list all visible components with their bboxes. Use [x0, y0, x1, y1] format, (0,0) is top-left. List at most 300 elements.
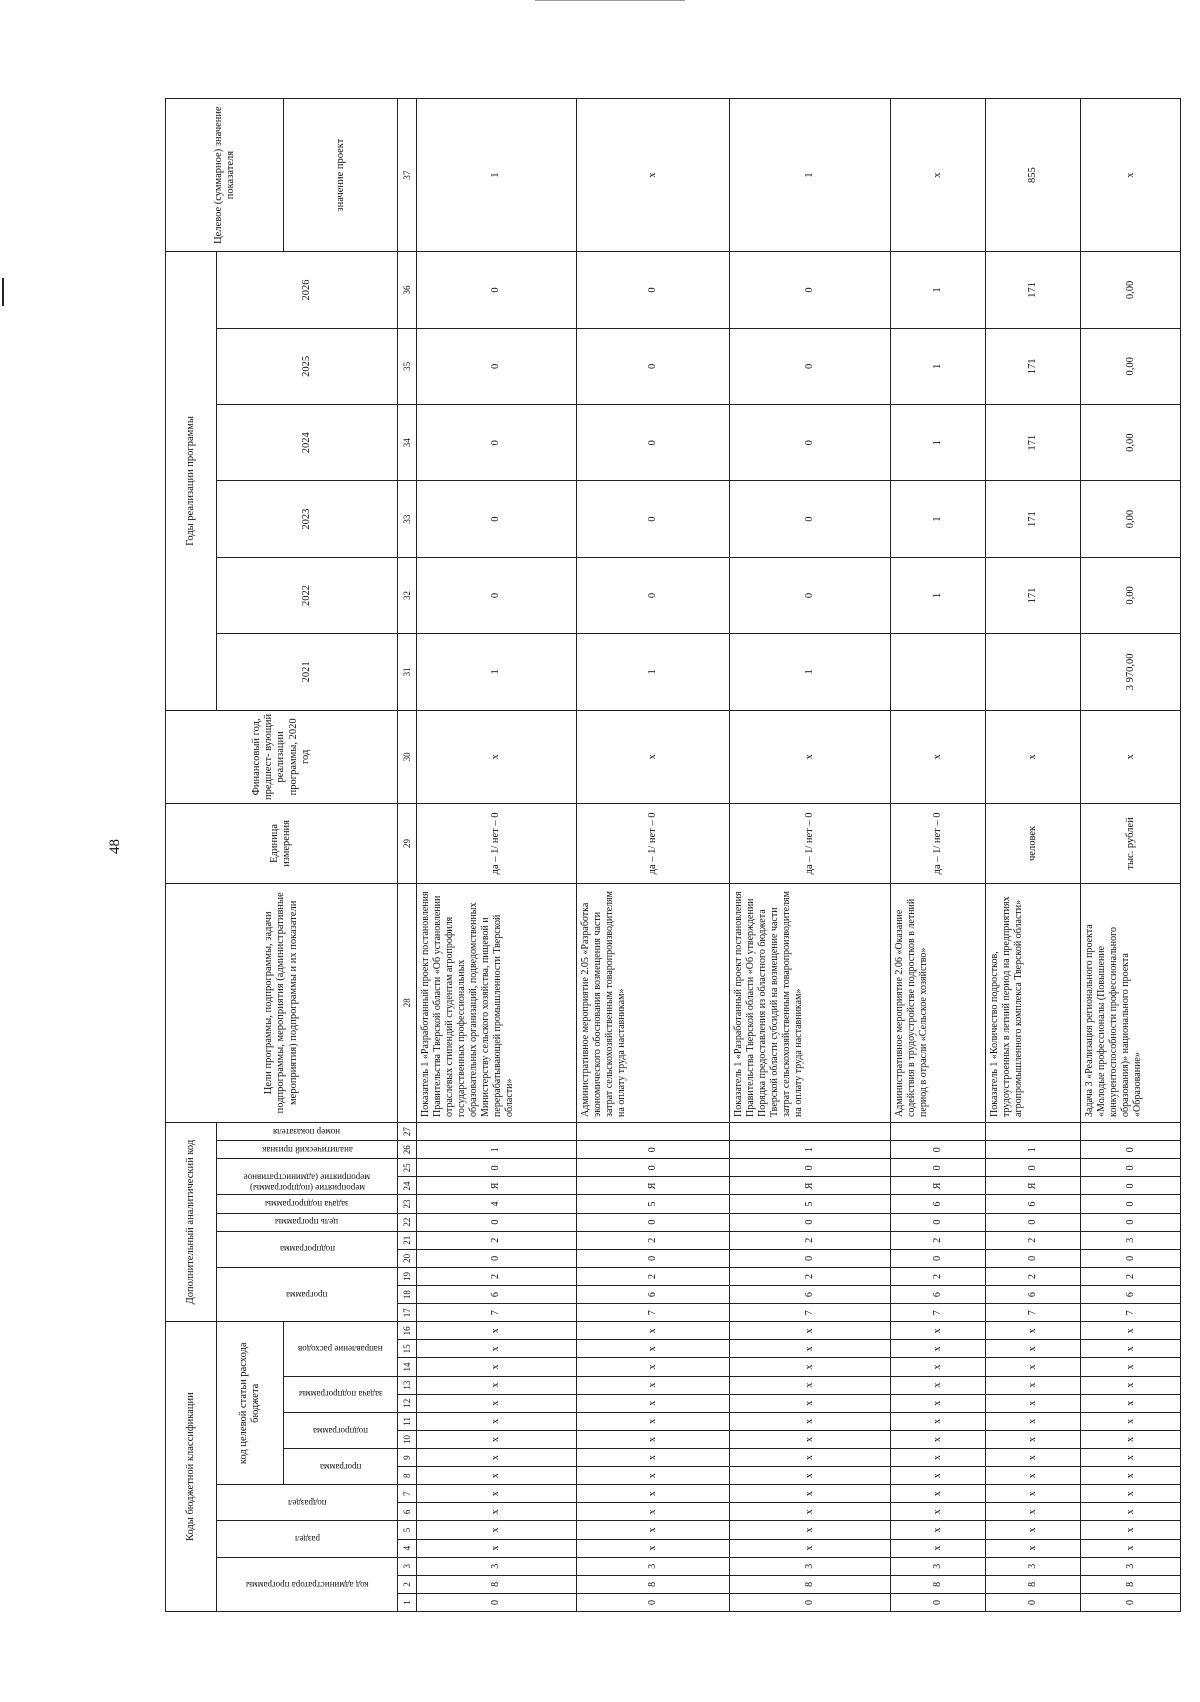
code-cell [890, 1122, 985, 1140]
event-header: мероприятие (подпрограммы) мероприятие (административное [217, 1159, 398, 1195]
code-cell: 2 [576, 1267, 729, 1285]
year-value-cell: 171 [986, 481, 1081, 557]
code-cell: x [1081, 1340, 1181, 1358]
scan-edge-mark [2, 278, 4, 306]
year-value-cell: 0 [576, 557, 729, 633]
code-cell: 0 [1081, 1195, 1181, 1213]
subprogram-task2-header: задача подпрограммы [217, 1195, 398, 1213]
column-number-cell: 9 [397, 1449, 416, 1467]
code-cell: 6 [890, 1286, 985, 1304]
code-cell: 2 [576, 1231, 729, 1249]
indicator-description: Показатель 1 «Разработанный проект постановления Правительства Тверской области «Об утверждении Порядка предоставления из областного бюджета Тверской области субсидий на возмещение части затрат сельскохозяйственным товаропроизводителям на оплату труда наставникам» [729, 883, 890, 1122]
target-article-header: код целевой статьи расхода бюджета [217, 1322, 284, 1485]
code-cell: 2 [729, 1231, 890, 1249]
code-cell: x [1081, 1376, 1181, 1394]
column-number-cell: 35 [397, 328, 416, 404]
unit-cell: человек [986, 804, 1081, 883]
code-cell: 7 [1081, 1304, 1181, 1322]
subsection-header: подраздел [217, 1485, 398, 1521]
code-cell: x [576, 1521, 729, 1539]
year-value-cell: 0 [416, 481, 576, 557]
code-cell: 0 [729, 1159, 890, 1177]
code-cell: 5 [729, 1195, 890, 1213]
year-value-cell: 0,00 [1081, 252, 1181, 328]
code-cell: 0 [576, 1593, 729, 1611]
code-cell: 0 [890, 1141, 985, 1159]
code-cell: x [890, 1503, 985, 1521]
code-cell: 0 [576, 1249, 729, 1267]
code-cell: x [890, 1521, 985, 1539]
code-cell: 0 [416, 1213, 576, 1231]
base-year-cell: x [1081, 710, 1181, 804]
code-cell: x [729, 1485, 890, 1503]
target-value-cell: 1 [729, 99, 890, 252]
code-cell: 0 [416, 1249, 576, 1267]
code-cell [416, 1122, 576, 1140]
code-cell: x [890, 1430, 985, 1448]
code-cell: x [729, 1430, 890, 1448]
indicator-description: Задача 3 «Реализация регионального проекта «Молодые профессионалы (Повышение конкурентоспособности профессионального образования)» национального проекта «Образование» [1081, 883, 1181, 1122]
code-cell: 8 [576, 1575, 729, 1593]
code-cell: 3 [1081, 1231, 1181, 1249]
code-cell: x [1081, 1358, 1181, 1376]
column-number-cell: 17 [397, 1304, 416, 1322]
code-cell: x [416, 1449, 576, 1467]
year-value-cell: 3 970,00 [1081, 634, 1181, 710]
code-cell: x [986, 1430, 1081, 1448]
target-sub-header: значение проект [284, 99, 398, 252]
base-year-cell: x [576, 710, 729, 804]
year-value-cell: 1 [890, 481, 985, 557]
indicator-description: Показатель 1 «Количество подростков, трудоустроенных в летний период на предприятиях агропромышленного комплекса Тверской области» [986, 883, 1081, 1122]
subprogram-code-header: подпрограмма [284, 1412, 398, 1448]
year-2024-header: 2024 [217, 405, 398, 481]
code-cell: 1 [986, 1141, 1081, 1159]
rotated-table-container [165, 98, 1181, 1612]
budget-codes-header: Коды бюджетной классификации [166, 1322, 217, 1612]
column-number-cell: 6 [397, 1503, 416, 1521]
code-cell: x [416, 1430, 576, 1448]
year-value-cell: 1 [890, 328, 985, 404]
code-cell: 0 [1081, 1159, 1181, 1177]
code-cell: x [1081, 1449, 1181, 1467]
column-number-cell: 25 [397, 1159, 416, 1177]
year-value-cell [890, 634, 985, 710]
column-number-cell: 18 [397, 1286, 416, 1304]
column-number-cell: 4 [397, 1539, 416, 1557]
code-cell: x [890, 1412, 985, 1430]
code-cell: Я [729, 1177, 890, 1195]
code-cell: 2 [890, 1267, 985, 1285]
year-value-cell: 171 [986, 328, 1081, 404]
year-value-cell: 0 [576, 328, 729, 404]
year-value-cell: 1 [729, 634, 890, 710]
code-cell: 8 [416, 1575, 576, 1593]
code-cell: 0 [986, 1593, 1081, 1611]
code-cell: x [729, 1503, 890, 1521]
code-cell: 2 [416, 1267, 576, 1285]
code-cell: 6 [1081, 1286, 1181, 1304]
years-group-header: Годы реализации программы [166, 252, 217, 710]
code-cell: x [576, 1340, 729, 1358]
year-value-cell: 0 [416, 405, 576, 481]
code-cell: x [1081, 1485, 1181, 1503]
table-row [1081, 99, 1181, 1612]
admin-code-header: код администратора программы [217, 1557, 398, 1611]
code-cell: 0 [729, 1249, 890, 1267]
year-value-cell: 171 [986, 557, 1081, 633]
page-number: 48 [107, 839, 123, 854]
code-cell: 3 [1081, 1557, 1181, 1575]
unit-cell: да – 1/ нет – 0 [576, 804, 729, 883]
year-value-cell: 0 [729, 481, 890, 557]
code-cell: 2 [890, 1231, 985, 1249]
code-cell: x [890, 1485, 985, 1503]
year-value-cell: 171 [986, 252, 1081, 328]
year-value-cell: 0 [729, 328, 890, 404]
code-cell: 0 [1081, 1177, 1181, 1195]
indicator-description: Административное мероприятие 2.05 «Разработка экономического обоснования возмещения части затрат сельскохозяйственным товаропроизводителям на оплату труда наставникам» [576, 883, 729, 1122]
code-cell: x [576, 1376, 729, 1394]
subprogram-task-header: задача подпрограммы [284, 1376, 398, 1412]
code-cell: x [986, 1394, 1081, 1412]
code-cell: 1 [729, 1141, 890, 1159]
unit-cell: да – 1/ нет – 0 [729, 804, 890, 883]
indicator-number-header: номер показателя [217, 1122, 398, 1140]
column-number-cell: 1 [397, 1593, 416, 1611]
unit-cell: да – 1/ нет – 0 [890, 804, 985, 883]
code-cell: 7 [890, 1304, 985, 1322]
code-cell: x [890, 1340, 985, 1358]
code-cell: Я [416, 1177, 576, 1195]
code-cell: x [576, 1539, 729, 1557]
unit-cell: да – 1/ нет – 0 [416, 804, 576, 883]
code-cell: 0 [890, 1213, 985, 1231]
code-cell: x [986, 1485, 1081, 1503]
code-cell: 0 [986, 1159, 1081, 1177]
code-cell: x [729, 1358, 890, 1376]
year-value-cell: 0 [576, 481, 729, 557]
column-number-cell: 30 [397, 710, 416, 804]
code-cell: 0 [890, 1249, 985, 1267]
column-number-cell: 14 [397, 1358, 416, 1376]
column-number-cell: 12 [397, 1394, 416, 1412]
code-cell [576, 1122, 729, 1140]
unit-cell: тыс. рублей [1081, 804, 1181, 883]
base-year-cell: x [986, 710, 1081, 804]
column-number-cell: 32 [397, 557, 416, 633]
year-value-cell: 0,00 [1081, 557, 1181, 633]
code-cell: 3 [986, 1557, 1081, 1575]
column-number-cell: 8 [397, 1467, 416, 1485]
code-cell: x [1081, 1503, 1181, 1521]
code-cell: Я [576, 1177, 729, 1195]
table-row [576, 99, 729, 1612]
code-cell: x [729, 1394, 890, 1412]
column-number-cell: 23 [397, 1195, 416, 1213]
code-cell: 0 [576, 1159, 729, 1177]
code-cell [986, 1122, 1081, 1140]
table-row [729, 99, 890, 1612]
program-goal-header: цель программы [217, 1213, 398, 1231]
year-value-cell: 0 [729, 557, 890, 633]
code-cell: x [416, 1521, 576, 1539]
base-year-header: Финансовый год, предшест- вующий реализации программы, 2020 год [166, 710, 398, 804]
year-value-cell: 1 [890, 252, 985, 328]
code-cell: x [576, 1485, 729, 1503]
add-program-header: программа [217, 1267, 398, 1321]
code-cell: x [890, 1449, 985, 1467]
code-cell: x [576, 1449, 729, 1467]
year-value-cell [986, 634, 1081, 710]
code-cell: x [416, 1358, 576, 1376]
expense-direction-header: направление расходов [284, 1322, 398, 1376]
code-cell: 0 [576, 1141, 729, 1159]
column-number-cell: 26 [397, 1141, 416, 1159]
column-number-cell: 5 [397, 1521, 416, 1539]
code-cell: Я [986, 1177, 1081, 1195]
column-number-cell: 34 [397, 405, 416, 481]
year-value-cell: 0 [416, 557, 576, 633]
code-cell [729, 1122, 890, 1140]
code-cell: x [986, 1376, 1081, 1394]
code-cell: 2 [986, 1267, 1081, 1285]
code-cell: x [986, 1412, 1081, 1430]
year-value-cell: 171 [986, 405, 1081, 481]
code-cell: x [986, 1449, 1081, 1467]
code-cell: x [729, 1322, 890, 1340]
code-cell: x [986, 1358, 1081, 1376]
code-cell: x [890, 1376, 985, 1394]
analytic-sign-header: аналитический признак [217, 1141, 398, 1159]
code-cell: x [1081, 1394, 1181, 1412]
year-value-cell: 0 [416, 328, 576, 404]
column-number-cell: 33 [397, 481, 416, 557]
code-cell: 3 [890, 1557, 985, 1575]
code-cell: x [416, 1539, 576, 1557]
code-cell: 2 [1081, 1267, 1181, 1285]
code-cell: 6 [986, 1286, 1081, 1304]
code-cell: 6 [416, 1286, 576, 1304]
code-cell: x [416, 1412, 576, 1430]
code-cell: 7 [416, 1304, 576, 1322]
year-value-cell: 0,00 [1081, 481, 1181, 557]
code-cell: Я [890, 1177, 985, 1195]
section-header: раздел [217, 1521, 398, 1557]
code-cell: 0 [416, 1593, 576, 1611]
code-cell: 0 [890, 1593, 985, 1611]
code-cell: x [576, 1322, 729, 1340]
column-number-cell: 19 [397, 1267, 416, 1285]
code-cell: 0 [416, 1159, 576, 1177]
table-row [416, 99, 576, 1612]
additional-code-header: Дополнительный аналитический код [166, 1122, 217, 1321]
code-cell: 3 [729, 1557, 890, 1575]
code-cell: 3 [576, 1557, 729, 1575]
code-cell: x [1081, 1412, 1181, 1430]
code-cell: 6 [890, 1195, 985, 1213]
code-cell: x [576, 1358, 729, 1376]
year-value-cell: 1 [576, 634, 729, 710]
code-cell: 0 [1081, 1213, 1181, 1231]
code-cell: 7 [729, 1304, 890, 1322]
year-value-cell: 1 [890, 557, 985, 633]
code-cell: x [1081, 1467, 1181, 1485]
code-cell: x [416, 1376, 576, 1394]
code-cell: x [986, 1322, 1081, 1340]
year-value-cell: 0,00 [1081, 328, 1181, 404]
code-cell: 8 [890, 1575, 985, 1593]
column-number-cell: 20 [397, 1249, 416, 1267]
code-cell: 6 [986, 1195, 1081, 1213]
table-row [986, 99, 1081, 1612]
code-cell: 5 [576, 1195, 729, 1213]
code-cell: x [890, 1358, 985, 1376]
code-cell: x [416, 1503, 576, 1521]
code-cell: x [729, 1521, 890, 1539]
column-number-cell: 21 [397, 1231, 416, 1249]
target-header: Целевое (суммарное) значение показателя [166, 99, 284, 252]
year-value-cell: 0 [576, 252, 729, 328]
code-cell: 2 [986, 1231, 1081, 1249]
unit-header: Единица измерения [166, 804, 398, 883]
year-value-cell: 0,00 [1081, 405, 1181, 481]
code-cell: 7 [576, 1304, 729, 1322]
code-cell: x [986, 1467, 1081, 1485]
indicators-table [165, 98, 1181, 1612]
code-cell: x [576, 1467, 729, 1485]
year-value-cell: 0 [729, 405, 890, 481]
target-value-cell: x [1081, 99, 1181, 252]
code-cell: 8 [986, 1575, 1081, 1593]
code-cell: 2 [729, 1267, 890, 1285]
indicator-description: Показатель 1 «Разработанный проект постановления Правительства Тверской области «Об установлении отраслевых стипендий студентам агропрофиля государственных профессиональных образовательных организаций, подведомственных Министерству сельского хозяйства, пищевой и перерабатывающей промышленности Тверской области» [416, 883, 576, 1122]
code-cell: x [576, 1412, 729, 1430]
code-cell: 0 [986, 1213, 1081, 1231]
code-cell: x [1081, 1430, 1181, 1448]
code-cell: x [416, 1340, 576, 1358]
code-cell [1081, 1122, 1181, 1140]
year-2025-header: 2025 [217, 328, 398, 404]
target-value-cell: x [576, 99, 729, 252]
code-cell: 0 [1081, 1141, 1181, 1159]
code-cell: 6 [576, 1286, 729, 1304]
target-value-cell: 1 [416, 99, 576, 252]
code-cell: x [416, 1485, 576, 1503]
code-cell: x [416, 1467, 576, 1485]
code-cell: x [1081, 1521, 1181, 1539]
column-number-cell: 37 [397, 99, 416, 252]
table-row [890, 99, 985, 1612]
column-number-cell: 11 [397, 1412, 416, 1430]
column-number-cell: 3 [397, 1557, 416, 1575]
code-cell: x [729, 1449, 890, 1467]
column-number-cell: 10 [397, 1430, 416, 1448]
code-cell: 1 [416, 1141, 576, 1159]
code-cell: 8 [729, 1575, 890, 1593]
code-cell: x [729, 1539, 890, 1557]
scan-top-mark [535, 0, 685, 1]
code-cell: x [890, 1394, 985, 1412]
header-row-1 [166, 99, 217, 1612]
code-cell: x [890, 1467, 985, 1485]
year-2023-header: 2023 [217, 481, 398, 557]
column-number-cell: 29 [397, 804, 416, 883]
column-number-cell: 24 [397, 1177, 416, 1195]
year-value-cell: 1 [890, 405, 985, 481]
code-cell: x [729, 1467, 890, 1485]
code-cell: x [890, 1539, 985, 1557]
code-cell: x [986, 1539, 1081, 1557]
code-cell: x [729, 1340, 890, 1358]
base-year-cell: x [416, 710, 576, 804]
code-cell: 0 [986, 1249, 1081, 1267]
column-number-cell: 13 [397, 1376, 416, 1394]
code-cell: 0 [576, 1213, 729, 1231]
base-year-cell: x [729, 710, 890, 804]
code-cell: 7 [986, 1304, 1081, 1322]
code-cell: 8 [1081, 1575, 1181, 1593]
code-cell: 0 [729, 1593, 890, 1611]
code-cell: 0 [729, 1213, 890, 1231]
code-cell: x [986, 1521, 1081, 1539]
code-cell: x [416, 1394, 576, 1412]
year-value-cell: 0 [576, 405, 729, 481]
code-cell: 6 [729, 1286, 890, 1304]
target-value-cell: x [890, 99, 985, 252]
code-cell: 0 [890, 1159, 985, 1177]
year-2021-header: 2021 [217, 634, 398, 710]
code-cell: x [986, 1340, 1081, 1358]
code-cell: x [1081, 1539, 1181, 1557]
code-cell: x [416, 1322, 576, 1340]
column-number-cell: 28 [397, 883, 416, 1122]
code-cell: x [1081, 1322, 1181, 1340]
code-cell: x [890, 1322, 985, 1340]
column-number-cell: 36 [397, 252, 416, 328]
base-year-cell: x [890, 710, 985, 804]
code-cell: x [729, 1412, 890, 1430]
code-cell: x [729, 1376, 890, 1394]
add-subprogram-header: подпрограмма [217, 1231, 398, 1267]
indicator-description: Административное мероприятие 2.06 «Оказание содействия в трудоустройстве подростков в летний период в отрасли «Сельское хозяйство» [890, 883, 985, 1122]
target-value-cell: 855 [986, 99, 1081, 252]
code-cell: x [576, 1394, 729, 1412]
code-cell: 3 [416, 1557, 576, 1575]
code-cell: 0 [1081, 1249, 1181, 1267]
column-number-cell: 2 [397, 1575, 416, 1593]
code-cell: x [986, 1503, 1081, 1521]
program-code-header: программа [284, 1449, 398, 1485]
year-value-cell: 0 [729, 252, 890, 328]
goals-header: Цели программы, подпрограммы, задачи подпрограммы, мероприятия (административные мероприятия) подпрограммы и их показатели [166, 883, 398, 1122]
code-cell: x [576, 1430, 729, 1448]
column-number-cell: 27 [397, 1122, 416, 1140]
column-number-cell: 7 [397, 1485, 416, 1503]
code-cell: 0 [1081, 1593, 1181, 1611]
year-2026-header: 2026 [217, 252, 398, 328]
year-value-cell: 0 [416, 252, 576, 328]
code-cell: 2 [416, 1231, 576, 1249]
year-value-cell: 1 [416, 634, 576, 710]
column-number-cell: 16 [397, 1322, 416, 1340]
code-cell: 4 [416, 1195, 576, 1213]
column-number-cell: 22 [397, 1213, 416, 1231]
column-number-cell: 31 [397, 634, 416, 710]
code-cell: x [576, 1503, 729, 1521]
column-number-cell: 15 [397, 1340, 416, 1358]
year-2022-header: 2022 [217, 557, 398, 633]
